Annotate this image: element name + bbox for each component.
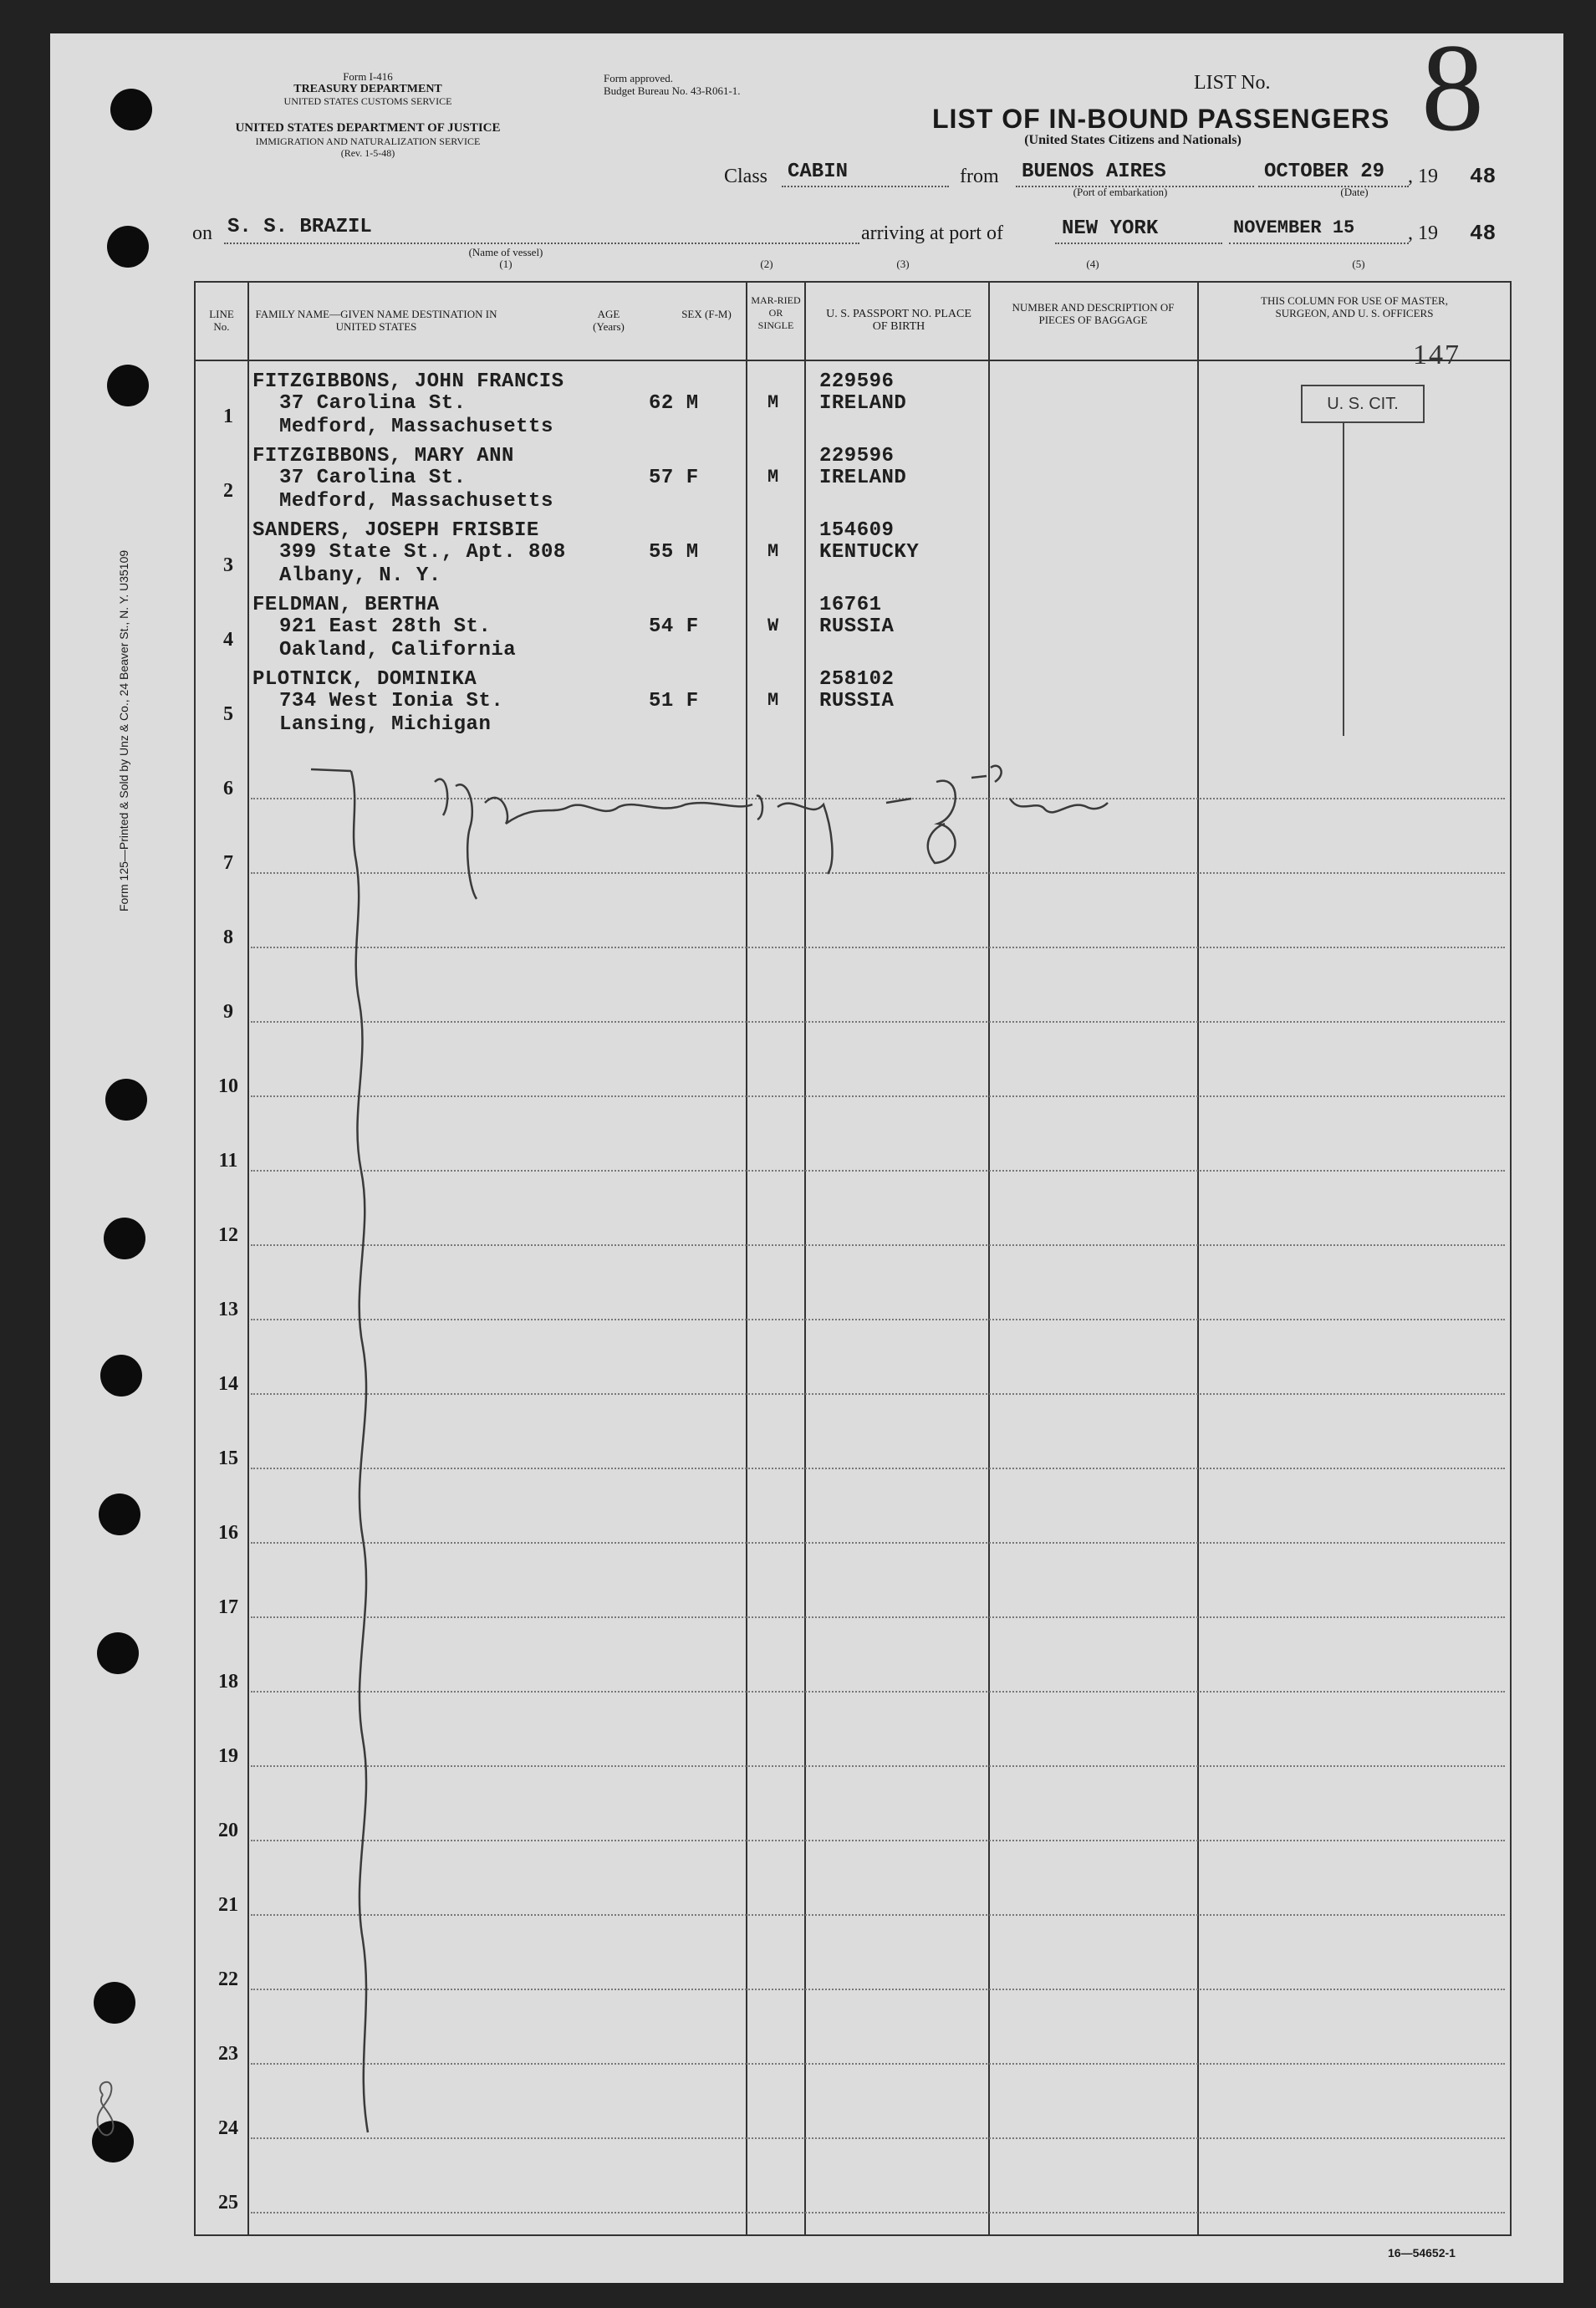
passenger-name: FITZGIBBONS, MARY ANN <box>252 445 514 467</box>
passenger-passport-no: 229596 <box>819 445 895 467</box>
line-number: 2 <box>223 480 233 502</box>
passenger-marital-status: M <box>767 690 779 711</box>
col3-number: (3) <box>896 258 910 270</box>
passenger-address-street: 734 West Ionia St. <box>279 690 504 712</box>
passenger-name: FITZGIBBONS, JOHN FRANCIS <box>252 370 564 393</box>
passenger-passport-no: 229596 <box>819 370 895 393</box>
passenger-age-sex: 57 F <box>649 467 699 489</box>
signature-scribble <box>435 766 1108 899</box>
line-number: 22 <box>218 1968 238 1990</box>
passenger-address-street: 37 Carolina St. <box>279 467 467 489</box>
bracket-curve <box>311 769 368 2132</box>
line-number: 4 <box>223 629 233 651</box>
form-number: Form I-416 <box>343 70 393 83</box>
passenger-age-sex: 55 M <box>649 541 699 564</box>
from-label: from <box>960 166 999 187</box>
col-header-name: FAMILY NAME—GIVEN NAME DESTINATION IN UNITED STATES <box>255 308 497 333</box>
passenger-passport-no: 258102 <box>819 668 895 691</box>
line-number: 6 <box>223 778 233 799</box>
arrival-port: NEW YORK <box>1062 217 1159 240</box>
passenger-name: FELDMAN, BERTHA <box>252 594 440 616</box>
line-number: 19 <box>218 1745 238 1767</box>
dept-justice: UNITED STATES DEPARTMENT OF JUSTICE <box>235 121 501 135</box>
budget-bureau: Budget Bureau No. 43-R061-1. <box>604 84 741 97</box>
year-depart: 48 <box>1470 164 1497 189</box>
line-number: 16 <box>218 1522 238 1544</box>
line-number: 17 <box>218 1596 238 1618</box>
form-approved: Form approved. <box>604 72 674 84</box>
line-number: 10 <box>218 1075 238 1097</box>
passenger-birthplace: KENTUCKY <box>819 541 920 564</box>
class-label: Class <box>724 166 768 187</box>
list-no-label: LIST No. <box>1194 72 1271 94</box>
col5-number: (5) <box>1352 258 1365 270</box>
vessel-caption: (Name of vessel) <box>468 246 543 258</box>
line-number: 15 <box>218 1448 238 1469</box>
line-number: 20 <box>218 1820 238 1841</box>
col-header-passport: U. S. PASSPORT NO. PLACE OF BIRTH <box>826 308 971 333</box>
count-mark: 147 <box>1413 340 1461 370</box>
col1-number: (1) <box>499 258 512 270</box>
line-number: 11 <box>218 1150 238 1172</box>
on-label: on <box>192 222 212 244</box>
passenger-address-city: Lansing, Michigan <box>279 713 492 736</box>
form-revision: (Rev. 1-5-48) <box>340 147 395 159</box>
passenger-passport-no: 16761 <box>819 594 882 616</box>
arrival-date: NOVEMBER 15 <box>1233 217 1355 238</box>
line-number: 12 <box>218 1224 238 1246</box>
line-number: 5 <box>223 703 233 725</box>
passenger-address-city: Medford, Massachusetts <box>279 416 553 438</box>
line-number: 21 <box>218 1894 238 1916</box>
line-number: 9 <box>223 1001 233 1023</box>
port-embarkation: BUENOS AIRES <box>1022 161 1166 183</box>
us-cit-stamp: U. S. CIT. <box>1301 385 1425 423</box>
date-caption: (Date) <box>1340 186 1369 198</box>
passenger-address-street: 399 State St., Apt. 808 <box>279 541 566 564</box>
col-header-age: AGE (Years) <box>593 308 625 333</box>
line-number: 23 <box>218 2043 238 2065</box>
dept-treasury: TREASURY DEPARTMENT <box>293 83 442 95</box>
year-arrive: 48 <box>1470 221 1497 246</box>
passenger-marital-status: M <box>767 392 779 413</box>
line-number: 14 <box>218 1373 238 1395</box>
passenger-passport-no: 154609 <box>819 519 895 542</box>
year-prefix-depart: , 19 <box>1408 166 1438 187</box>
margin-eight-mark <box>98 2082 114 2136</box>
col4-number: (4) <box>1086 258 1099 270</box>
col-header-officers: THIS COLUMN FOR USE OF MASTER, SURGEON, AND U. S. OFFICERS <box>1261 294 1448 319</box>
passenger-address-city: Albany, N. Y. <box>279 564 441 587</box>
depart-date: OCTOBER 29 <box>1264 161 1385 183</box>
passenger-address-street: 921 East 28th St. <box>279 615 492 638</box>
passenger-age-sex: 54 F <box>649 615 699 638</box>
col-header-line-no: LINE No. <box>209 308 234 333</box>
passenger-birthplace: RUSSIA <box>819 615 895 638</box>
passenger-marital-status: W <box>767 615 779 636</box>
col-header-baggage: NUMBER AND DESCRIPTION OF PIECES OF BAGGAGE <box>1012 301 1175 326</box>
arriving-label: arriving at port of <box>861 222 1003 244</box>
line-number: 18 <box>218 1671 238 1693</box>
col-header-married: MAR-RIED OR SINGLE <box>751 294 801 331</box>
side-print: Form 125—Printed & Sold by Unz & Co., 24 Beaver St., N. Y. U35109 <box>117 549 130 911</box>
passenger-name: PLOTNICK, DOMINIKA <box>252 668 477 691</box>
line-number: 24 <box>218 2117 238 2139</box>
passenger-address-street: 37 Carolina St. <box>279 392 467 415</box>
page-subtitle: (United States Citizens and Nationals) <box>1024 133 1242 147</box>
passenger-marital-status: M <box>767 541 779 562</box>
customs-service: UNITED STATES CUSTOMS SERVICE <box>283 95 452 107</box>
passenger-age-sex: 51 F <box>649 690 699 712</box>
line-number: 25 <box>218 2192 238 2214</box>
passenger-address-city: Oakland, California <box>279 639 517 661</box>
passenger-birthplace: RUSSIA <box>819 690 895 712</box>
class-value: CABIN <box>788 161 849 183</box>
passenger-birthplace: IRELAND <box>819 467 907 489</box>
line-number: 7 <box>223 852 233 874</box>
passenger-address-city: Medford, Massachusetts <box>279 490 553 513</box>
year-prefix-arrive: , 19 <box>1408 222 1438 244</box>
passenger-marital-status: M <box>767 467 779 488</box>
line-number: 1 <box>223 406 233 427</box>
footer-code: 16—54652-1 <box>1388 2246 1456 2259</box>
line-number: 3 <box>223 554 233 576</box>
passenger-name: SANDERS, JOSEPH FRISBIE <box>252 519 539 542</box>
passenger-age-sex: 62 M <box>649 392 699 415</box>
list-no-value: 8 <box>1421 18 1484 157</box>
line-number: 13 <box>218 1299 238 1320</box>
passenger-birthplace: IRELAND <box>819 392 907 415</box>
vessel-name: S. S. BRAZIL <box>227 216 372 238</box>
page-title: LIST OF IN-BOUND PASSENGERS <box>932 104 1390 134</box>
col2-number: (2) <box>760 258 773 270</box>
ins-service: IMMIGRATION AND NATURALIZATION SERVICE <box>255 135 481 147</box>
col-header-sex: SEX (F-M) <box>681 308 732 320</box>
line-number: 8 <box>223 927 233 948</box>
port-embark-caption: (Port of embarkation) <box>1073 186 1168 198</box>
